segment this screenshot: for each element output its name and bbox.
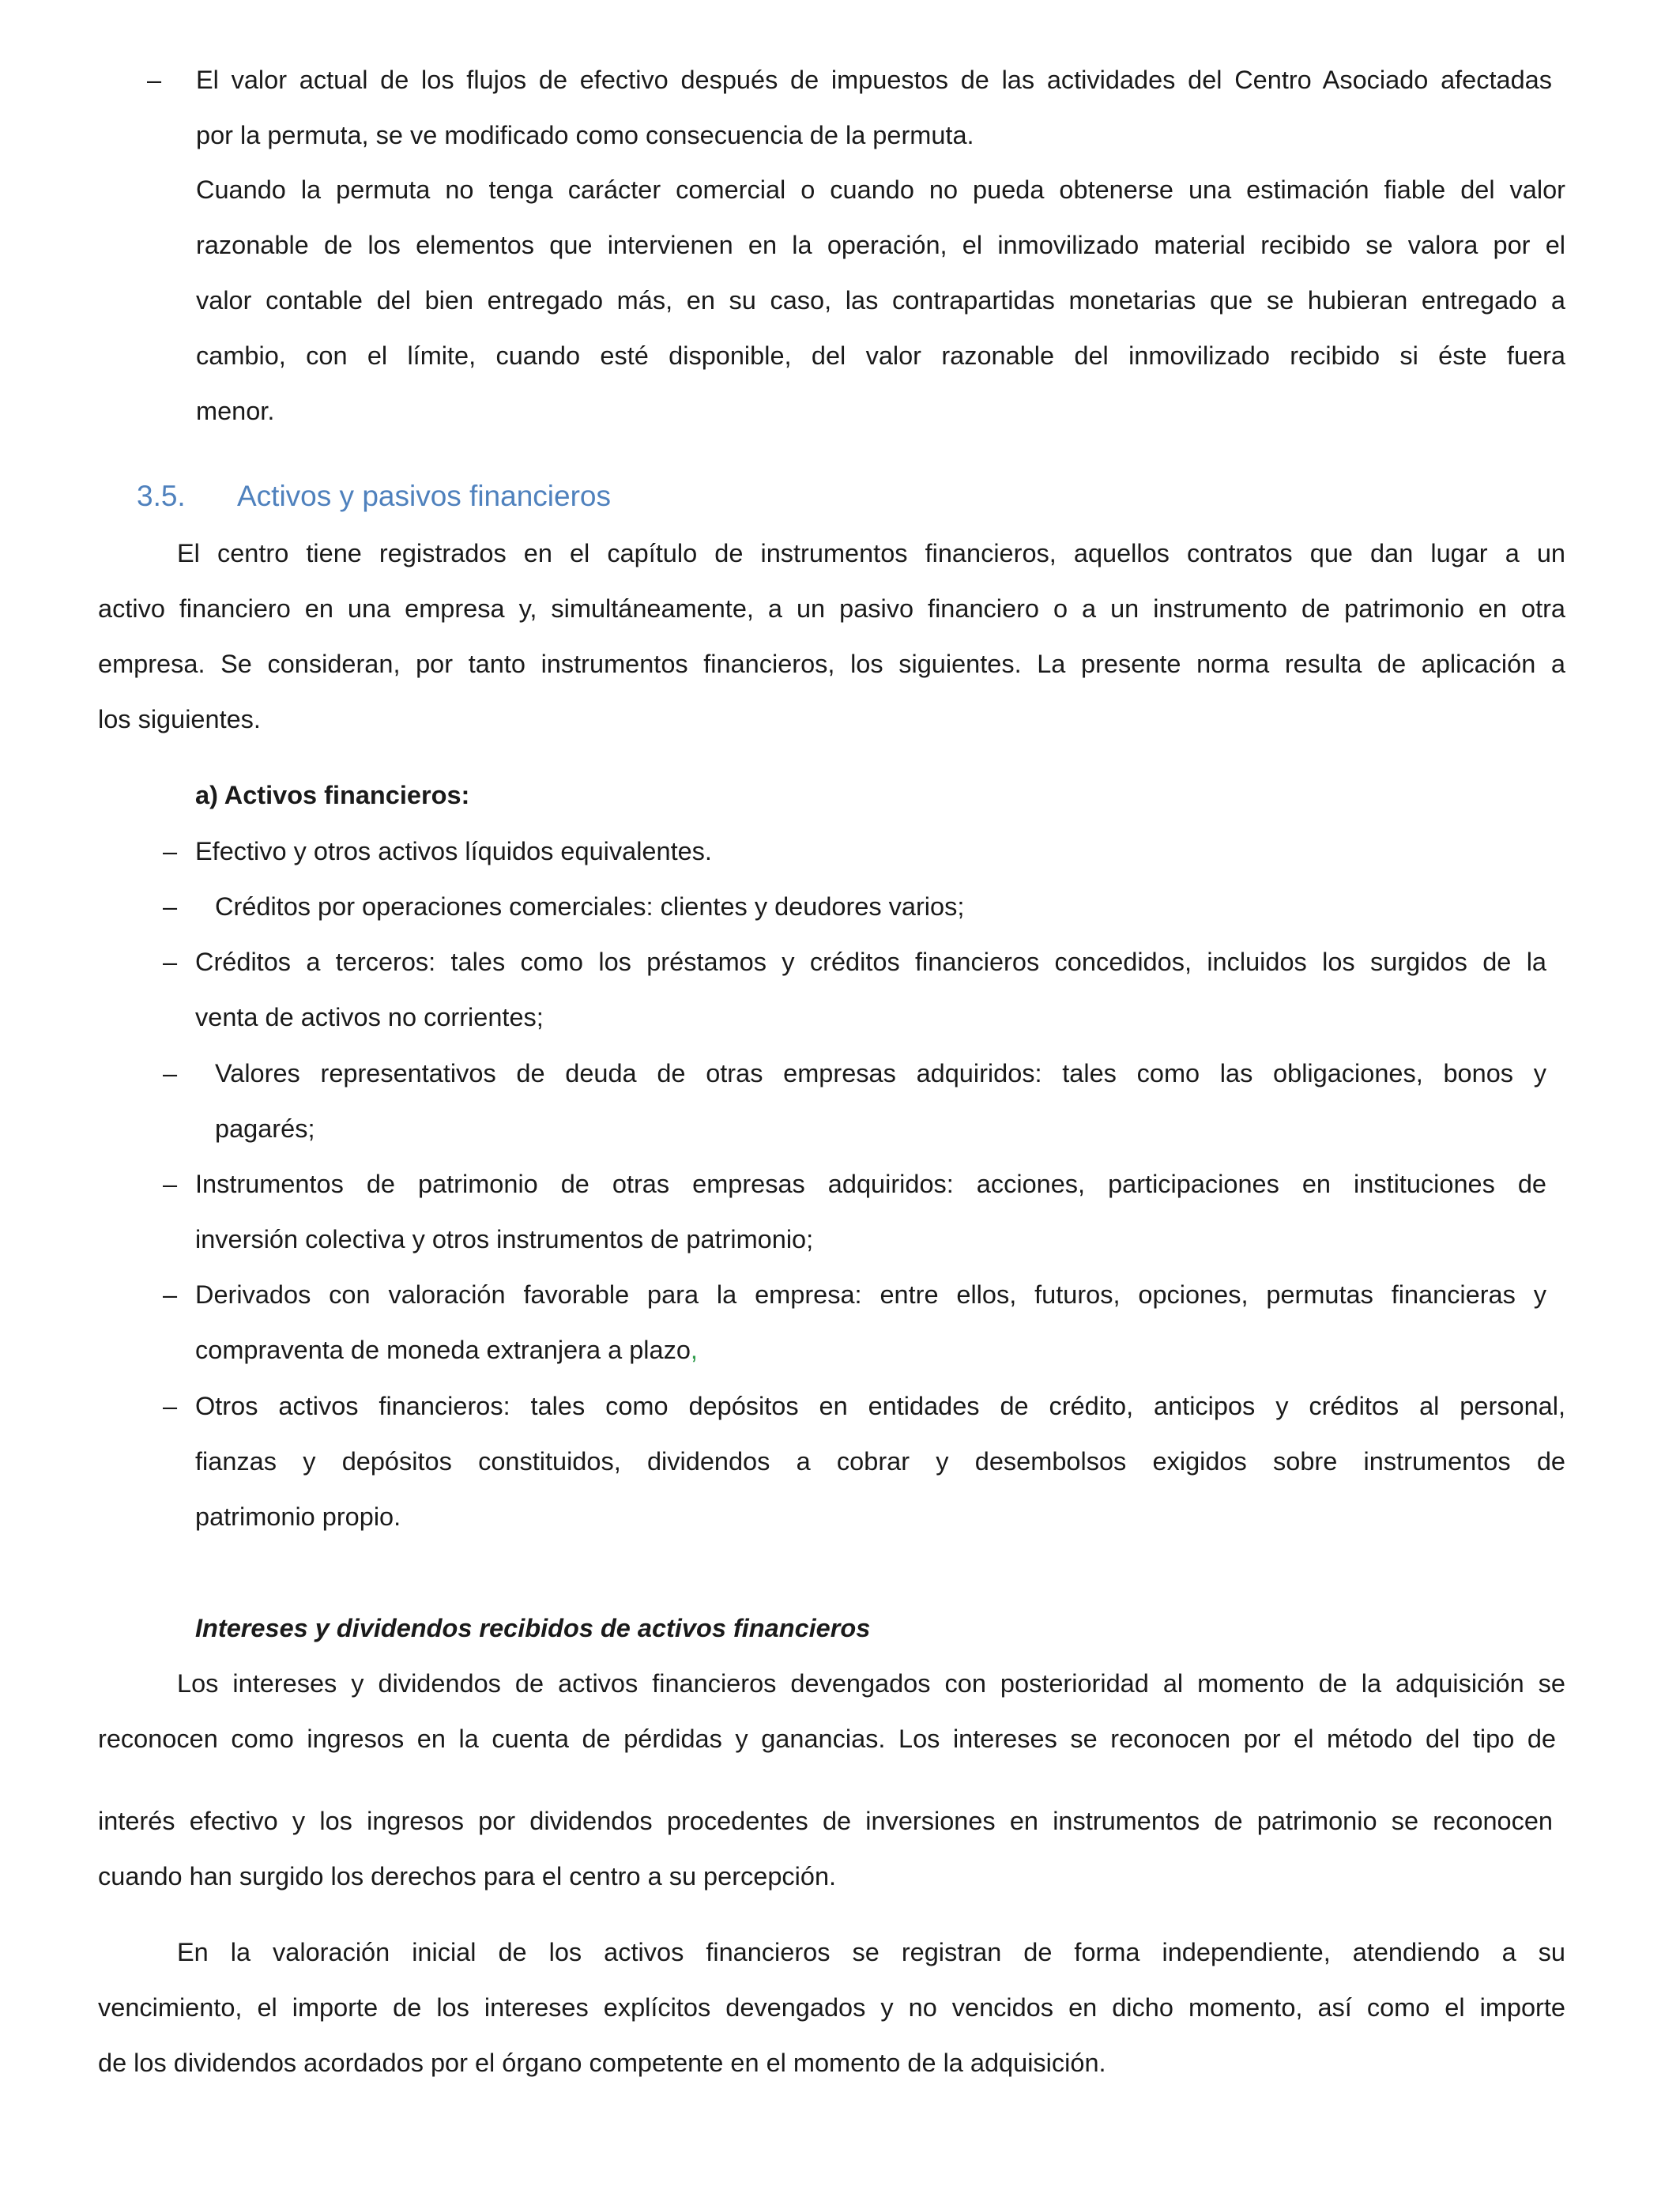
section-title: Activos y pasivos financieros bbox=[237, 480, 611, 512]
section-heading bbox=[137, 477, 769, 515]
list-dash: – bbox=[163, 892, 178, 921]
intereses-para-line: vencimiento, el importe de los intereses explícitos devengados y no vencidos en dicho momento, así como el importe bbox=[98, 1993, 1565, 2022]
list-dash: – bbox=[163, 1392, 178, 1420]
activo-item-line: Créditos a terceros: tales como los préstamos y créditos financieros concedidos, incluidos los surgidos de la bbox=[195, 948, 1546, 976]
list-dash: – bbox=[163, 1059, 178, 1088]
activo-item-line: Instrumentos de patrimonio de otras empresas adquiridos: acciones, participaciones en instituciones de bbox=[195, 1170, 1546, 1198]
activo-item-line: Créditos por operaciones comerciales: clientes y deudores varios; bbox=[215, 892, 965, 921]
activo-item-line: Otros activos financieros: tales como depósitos en entidades de crédito, anticipos y créditos al personal, bbox=[195, 1392, 1565, 1420]
intereses-para-line: cuando han surgido los derechos para el centro a su percepción. bbox=[98, 1862, 837, 1891]
intro-follow-line: valor contable del bien entregado más, en su caso, las contrapartidas monetarias que se hubieran entregado a bbox=[196, 286, 1565, 315]
activo-item-line: inversión colectiva y otros instrumentos de patrimonio; bbox=[195, 1225, 814, 1253]
section-intro-line: los siguientes. bbox=[98, 705, 261, 733]
section-number: 3.5. bbox=[137, 480, 186, 512]
intereses-para-line: interés efectivo y los ingresos por dividendos procedentes de inversiones en instrumentos de patrimonio se reconocen bbox=[98, 1807, 1553, 1835]
section-intro-line: empresa. Se consideran, por tanto instrumentos financieros, los siguientes. La presente norma resulta de aplicación a bbox=[98, 650, 1565, 678]
intro-item-line: por la permuta, se ve modificado como consecuencia de la permuta. bbox=[196, 121, 974, 149]
activo-item-text: compraventa de moneda extranjera a plazo bbox=[195, 1336, 691, 1364]
trailing-comma: , bbox=[690, 1336, 698, 1364]
intro-follow-line: menor. bbox=[196, 397, 275, 425]
activo-item-line: Valores representativos de deuda de otras empresas adquiridos: tales como las obligaciones, bonos y bbox=[215, 1059, 1546, 1088]
list-dash: – bbox=[163, 948, 178, 976]
activo-item-line: fianzas y depósitos constituidos, dividendos a cobrar y desembolsos exigidos sobre instrumentos de bbox=[195, 1447, 1565, 1476]
intereses-heading: Intereses y dividendos recibidos de activos financieros bbox=[195, 1614, 871, 1642]
activo-item-line: venta de activos no corrientes; bbox=[195, 1003, 544, 1031]
intro-item-line: El valor actual de los flujos de efectivo después de impuestos de las actividades del Centro Asociado afectadas bbox=[196, 66, 1552, 94]
activo-item-line: pagarés; bbox=[215, 1114, 315, 1143]
intereses-para-line: En la valoración inicial de los activos financieros se registran de forma independiente, atendiendo a su bbox=[177, 1938, 1565, 1966]
intereses-para-line: de los dividendos acordados por el órgano competente en el momento de la adquisición. bbox=[98, 2049, 1106, 2077]
activo-item-line: Derivados con valoración favorable para la empresa: entre ellos, futuros, opciones, permutas financieras y bbox=[195, 1280, 1546, 1309]
intro-follow-line: cambio, con el límite, cuando esté disponible, del valor razonable del inmovilizado recibido si éste fuera bbox=[196, 341, 1565, 370]
section-intro-line: El centro tiene registrados en el capítulo de instrumentos financieros, aquellos contratos que dan lugar a un bbox=[177, 539, 1565, 567]
section-intro-line: activo financiero en una empresa y, simultáneamente, a un pasivo financiero o a un instrumento de patrimonio en otra bbox=[98, 594, 1565, 623]
list-dash: – bbox=[147, 66, 162, 94]
list-dash: – bbox=[163, 1170, 178, 1198]
activo-item-line bbox=[195, 1333, 698, 1367]
list-dash: – bbox=[163, 1280, 178, 1309]
activo-item-line: patrimonio propio. bbox=[195, 1502, 401, 1531]
intro-follow-line: razonable de los elementos que intervienen en la operación, el inmovilizado material recibido se valora por el bbox=[196, 231, 1565, 259]
list-dash: – bbox=[163, 837, 178, 865]
intereses-para-line: Los intereses y dividendos de activos financieros devengados con posterioridad al momento de la adquisición se bbox=[177, 1669, 1565, 1698]
intereses-para-line: reconocen como ingresos en la cuenta de pérdidas y ganancias. Los intereses se reconocen por el método del tipo de bbox=[98, 1725, 1556, 1753]
activos-heading: a) Activos financieros: bbox=[195, 781, 470, 809]
intro-follow-line: Cuando la permuta no tenga carácter comercial o cuando no pueda obtenerse una estimación fiable del valor bbox=[196, 175, 1565, 204]
activo-item-line: Efectivo y otros activos líquidos equivalentes. bbox=[195, 837, 712, 865]
